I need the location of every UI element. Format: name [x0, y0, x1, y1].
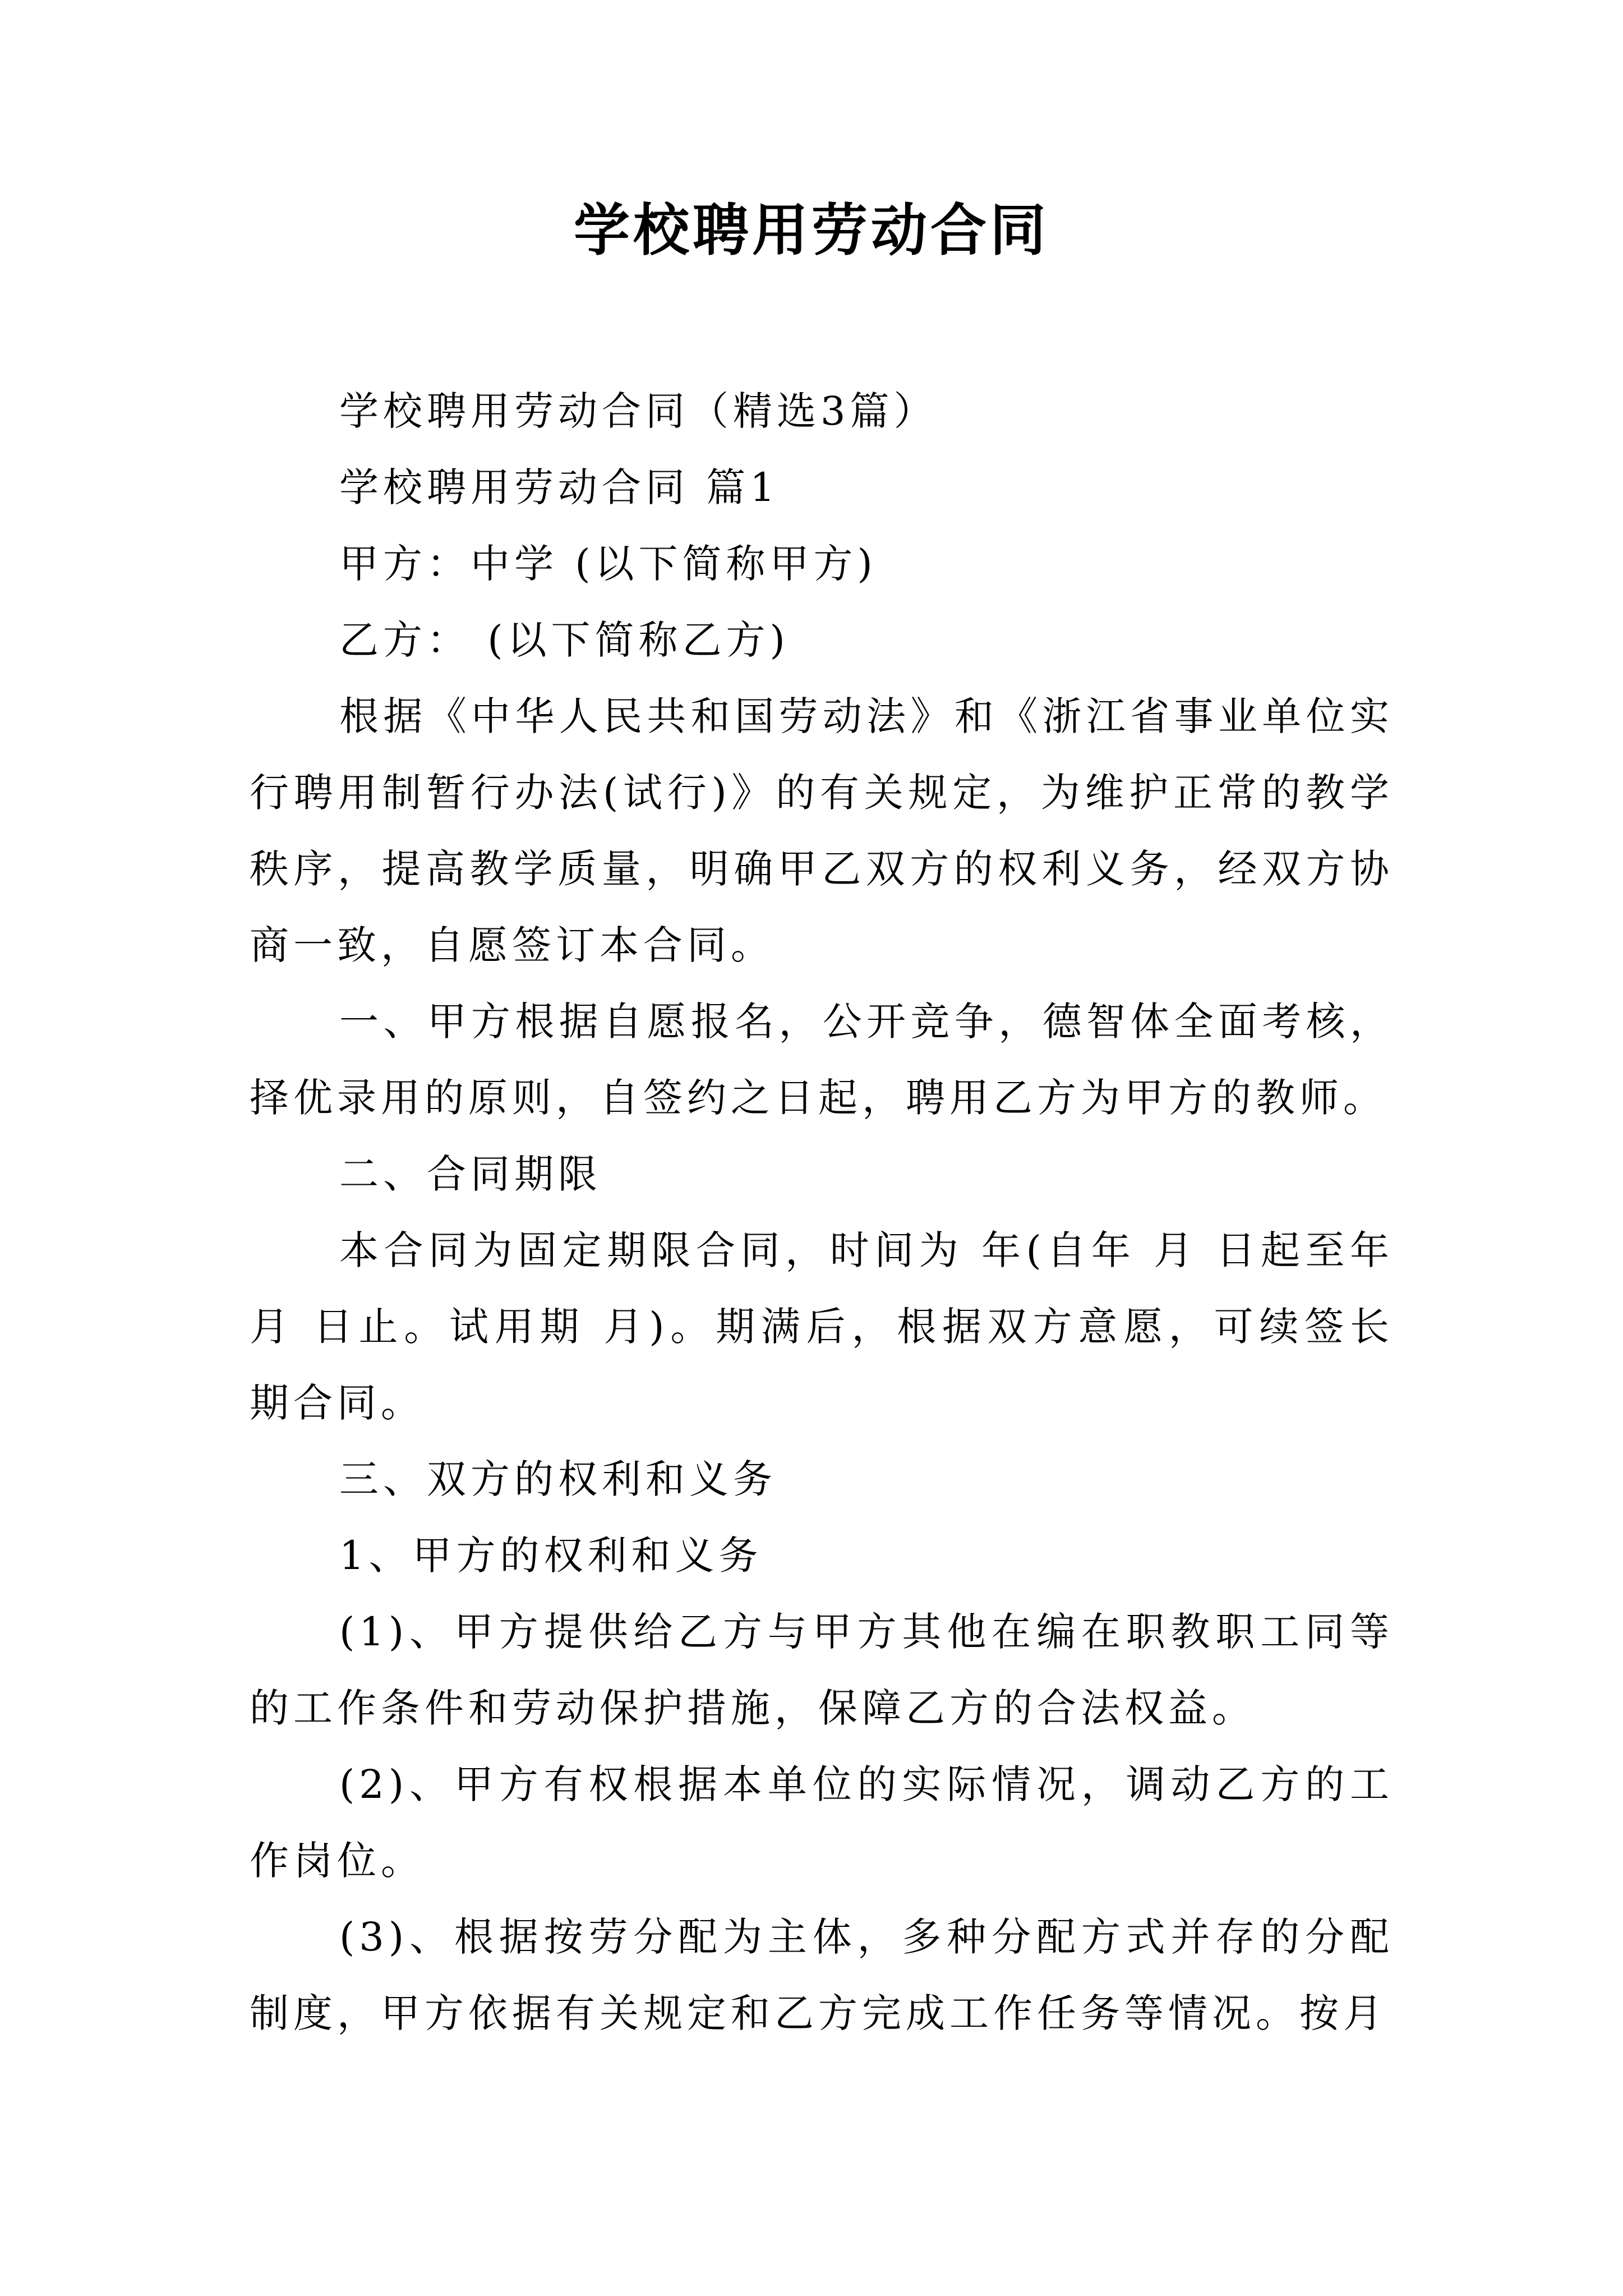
paragraph-clause-3-heading: 三、双方的权利和义务: [339, 1456, 777, 1502]
paragraph-item-3: (3)、根据按劳分配为主体，多种分配方式并存的分配制度，甲方依据有关规定和乙方完成工作任务等情况。按月: [250, 1914, 1394, 2036]
document-title: 学校聘用劳动合同: [574, 197, 1049, 263]
paragraph-subtitle: 学校聘用劳动合同（精选3篇）: [339, 388, 938, 434]
paragraph-preamble: 根据《中华人民共和国劳动法》和《浙江省事业单位实行聘用制暂行办法(试行)》的有关规定，为维护正常的教学秩序，提高教学质量，明确甲乙双方的权利义务，经双方协商一致，自愿签订本合同。: [250, 693, 1394, 968]
paragraph-party-a: 甲方：中学 (以下简称甲方): [339, 541, 877, 587]
paragraph-item-1: (1)、甲方提供给乙方与甲方其他在编在职教职工同等的工作条件和劳动保护措施，保障乙方的合法权益。: [250, 1609, 1394, 1731]
document-body: [250, 373, 1394, 2051]
paragraph-item-2: (2)、甲方有权根据本单位的实际情况，调动乙方的工作岗位。: [250, 1761, 1394, 1884]
paragraph-contract-term: 本合同为固定期限合同，时间为 年(自年 月 日起至年 月 日止。试用期 月)。期满后，根据双方意愿，可续签长期合同。: [250, 1227, 1394, 1426]
paragraph-section-heading: 学校聘用劳动合同 篇1: [339, 464, 780, 510]
paragraph-party-a-rights-heading: 1、甲方的权利和义务: [339, 1533, 763, 1579]
paragraph-party-b: 乙方： (以下简称乙方): [339, 617, 790, 663]
paragraph-clause-1: 一、甲方根据自愿报名，公开竞争，德智体全面考核，择优录用的原则，自签约之日起，聘用乙方为甲方的教师。: [250, 999, 1394, 1121]
paragraph-clause-2-heading: 二、合同期限: [339, 1151, 602, 1197]
